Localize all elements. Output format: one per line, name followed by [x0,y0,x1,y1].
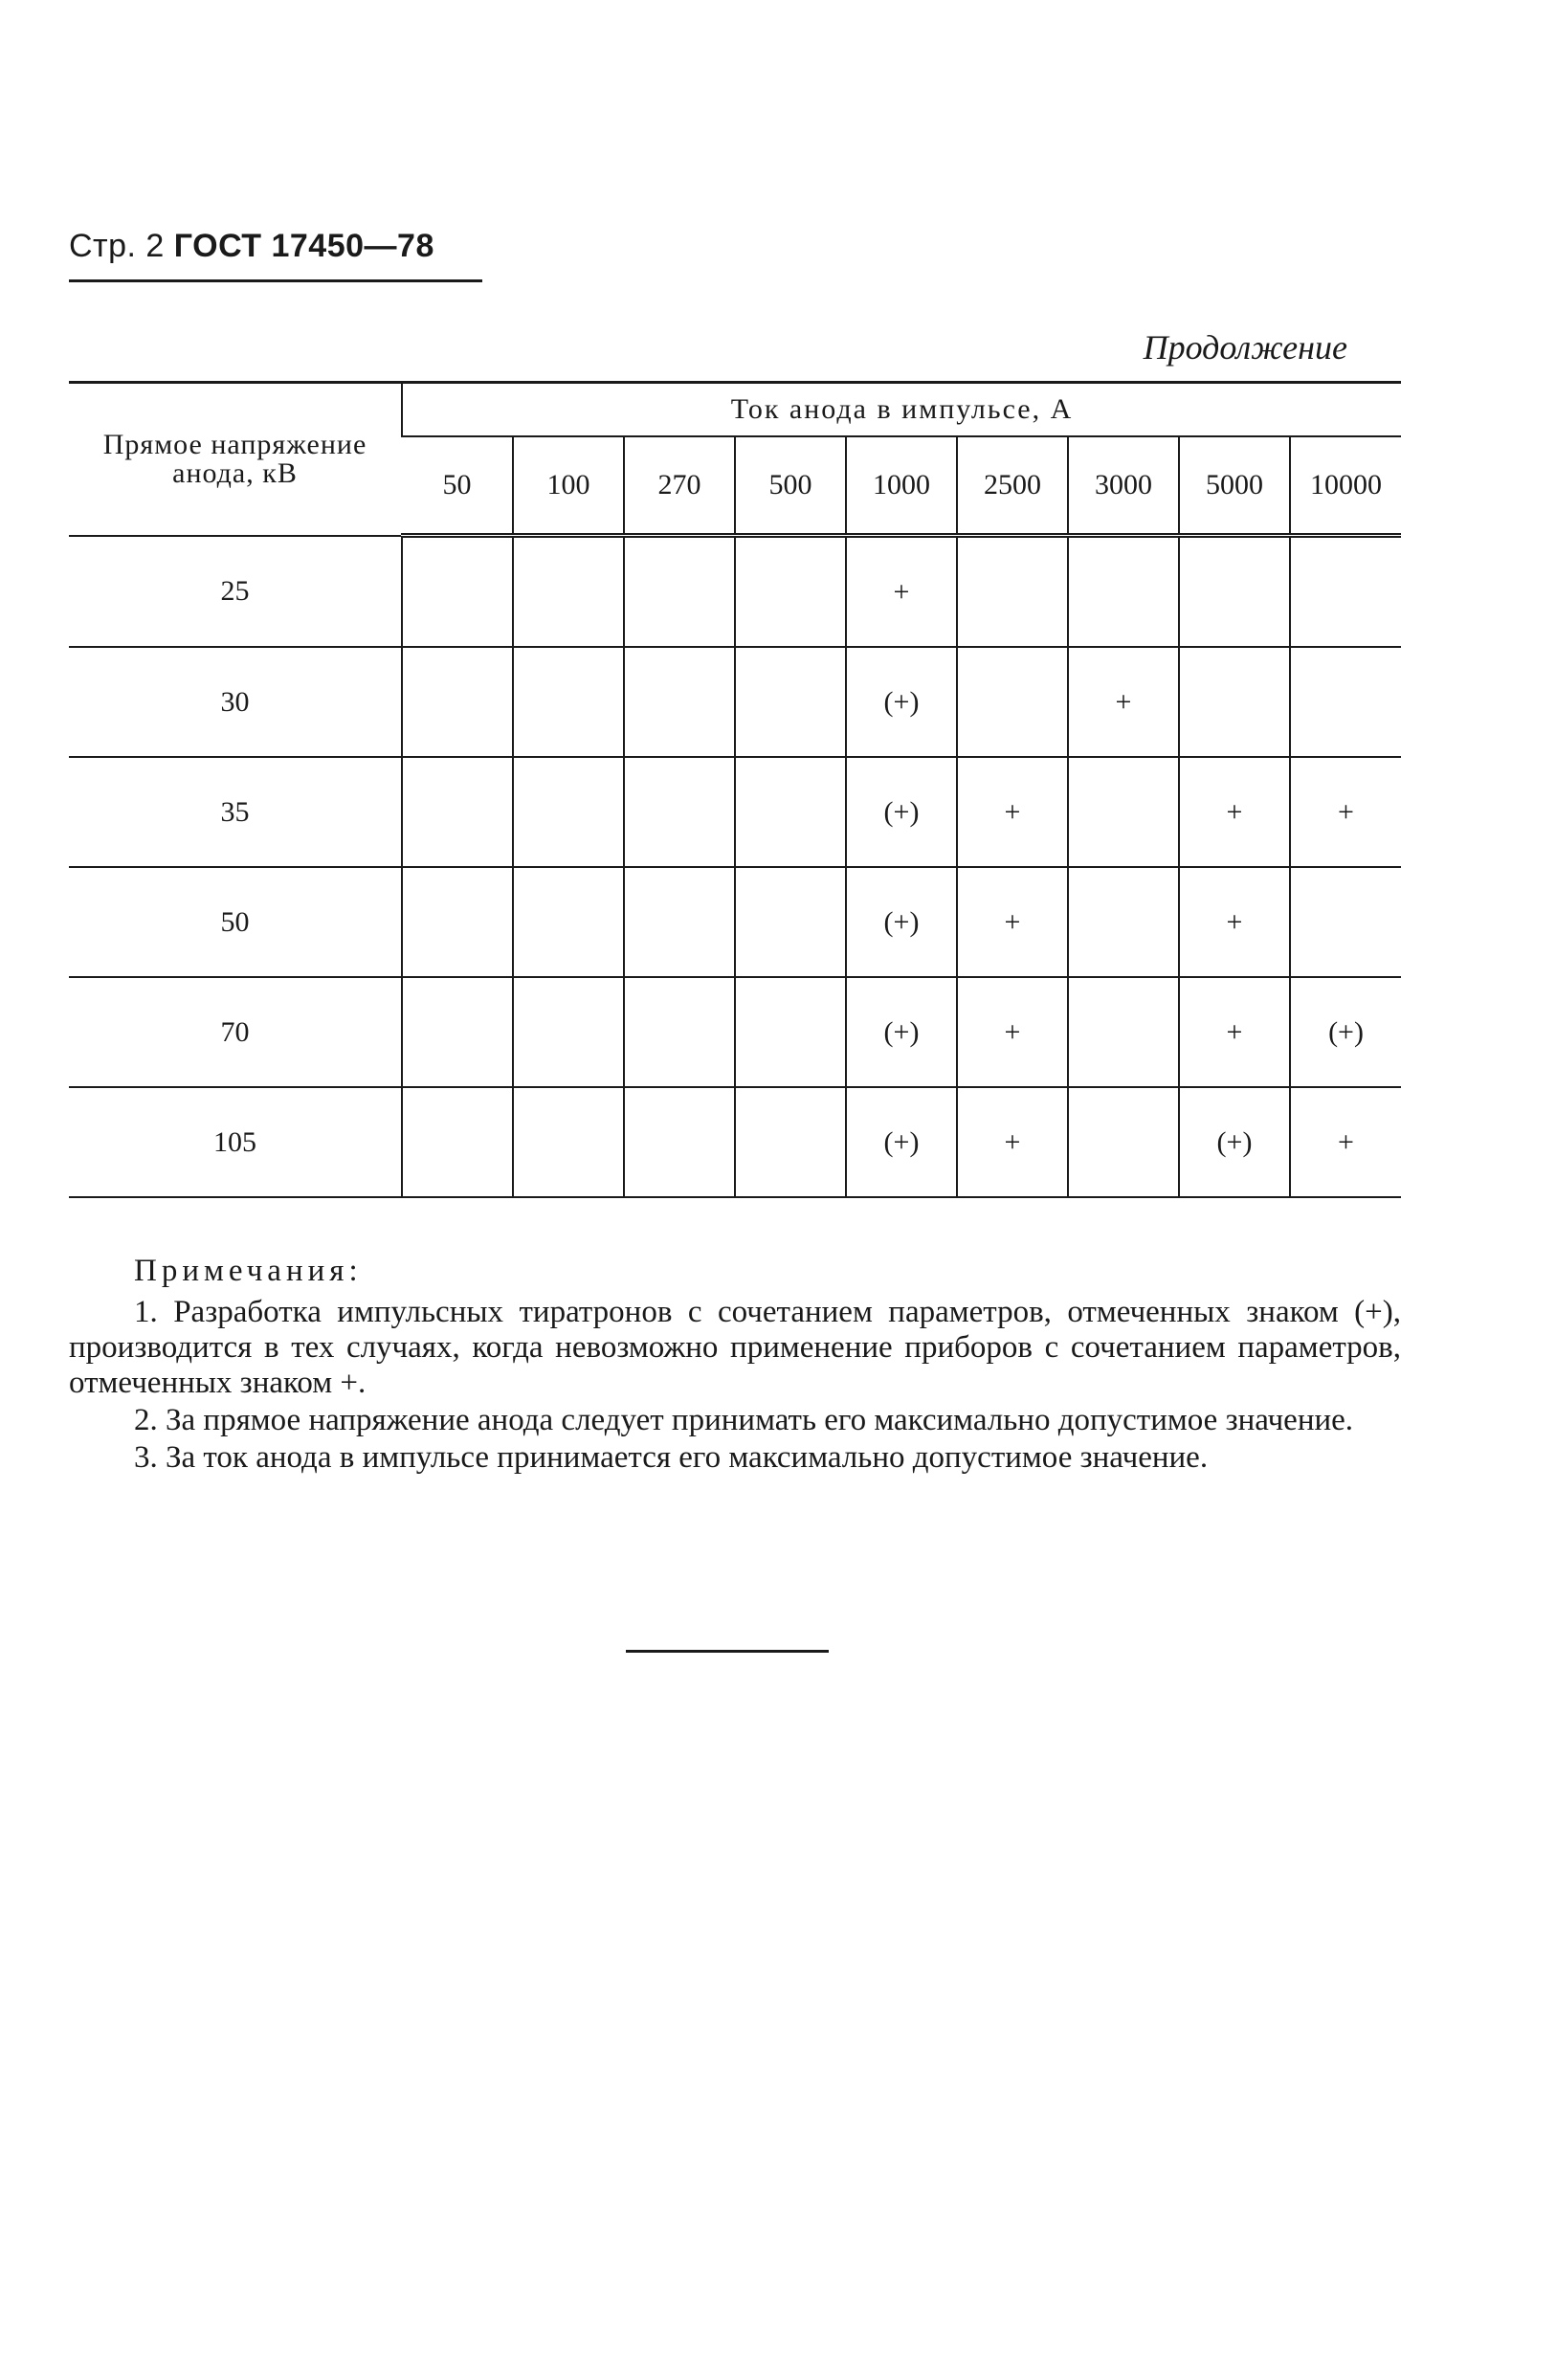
current-header-cell: 3000 [1068,436,1179,536]
mark-cell: + [957,757,1068,867]
mark-cell: + [957,867,1068,977]
end-rule [626,1650,829,1653]
table-row [69,536,1401,648]
data-table [69,381,1401,1225]
mark-cell [1068,757,1179,867]
table-row [69,977,1401,1087]
mark-cell [735,867,846,977]
mark-cell [624,757,735,867]
note-item: 3. За ток анода в импульсе принимается его максимально допустимое значение. [134,1440,1209,1475]
current-header-cell: 1000 [846,436,957,536]
mark-cell [402,867,513,977]
mark-cell [402,1087,513,1197]
mark-cell [1290,867,1401,977]
mark-cell: + [846,536,957,648]
continuation-label: Продолжение [1143,328,1347,367]
current-header-cell: 100 [513,436,624,536]
mark-cell [513,757,624,867]
mark-cell: + [1068,647,1179,757]
mark-cell [624,867,735,977]
page-header [69,228,434,265]
mark-cell: + [957,977,1068,1087]
mark-cell [1290,647,1401,757]
voltage-cell: 25 [69,536,402,648]
voltage-cell: 30 [69,647,402,757]
mark-cell [624,647,735,757]
mark-cell [735,647,846,757]
voltage-cell: 50 [69,867,402,977]
current-group-header: Ток анода в импульсе, А [402,383,1401,437]
current-header-cell: 10000 [1290,436,1401,536]
mark-cell [735,536,846,648]
voltage-cell: 35 [69,757,402,867]
mark-cell: + [1290,1087,1401,1197]
table-row [69,1087,1401,1197]
mark-cell [513,977,624,1087]
mark-cell [402,647,513,757]
notes-section [69,1254,1401,1478]
mark-cell: (+) [846,977,957,1087]
voltage-cell: 70 [69,977,402,1087]
voltage-column-header: Прямое напряжение анода, кВ [69,383,402,536]
current-header-cell: 2500 [957,436,1068,536]
current-header-cell: 5000 [1179,436,1290,536]
mark-cell [402,757,513,867]
table-row [69,647,1401,757]
mark-cell: + [957,1087,1068,1197]
mark-cell [513,647,624,757]
mark-cell [624,977,735,1087]
mark-cell [1068,867,1179,977]
mark-cell [1179,536,1290,648]
current-header-cell: 270 [624,436,735,536]
mark-cell [1068,1087,1179,1197]
mark-cell: (+) [1290,977,1401,1087]
mark-cell: + [1179,757,1290,867]
mark-cell: (+) [846,757,957,867]
mark-cell [957,536,1068,648]
table-row [69,867,1401,977]
mark-cell [624,536,735,648]
mark-cell [735,757,846,867]
mark-cell [624,1087,735,1197]
note-item: 1. Разработка импульсных тиратронов с сочетанием параметров, отмеченных знаком (+), производится в тех случаях, когда невозможно применение приборов с сочетанием параметров, отмеченных знаком +. [69,1295,1401,1400]
table-row [69,757,1401,867]
mark-cell: + [1179,867,1290,977]
mark-cell [513,867,624,977]
mark-cell: (+) [846,647,957,757]
mark-cell [513,1087,624,1197]
header-rule [69,279,482,282]
mark-cell [1068,536,1179,648]
current-header-cell: 500 [735,436,846,536]
mark-cell [1179,647,1290,757]
thyratron-parameter-table [69,381,1401,1198]
current-header-cell: 50 [402,436,513,536]
mark-cell [513,536,624,648]
mark-cell [957,647,1068,757]
standard-number: ГОСТ 17450—78 [173,228,434,264]
notes-title: Примечания: [134,1254,363,1288]
mark-cell [402,977,513,1087]
mark-cell [1290,536,1401,648]
mark-cell: (+) [846,1087,957,1197]
mark-cell [1068,977,1179,1087]
mark-cell [402,536,513,648]
mark-cell [735,977,846,1087]
mark-cell: (+) [846,867,957,977]
mark-cell: + [1290,757,1401,867]
page-number: Стр. 2 [69,228,165,264]
voltage-cell: 105 [69,1087,402,1197]
note-item: 2. За прямое напряжение анода следует принимать его максимально допустимое значение. [134,1403,1354,1437]
mark-cell: + [1179,977,1290,1087]
mark-cell [735,1087,846,1197]
mark-cell: (+) [1179,1087,1290,1197]
